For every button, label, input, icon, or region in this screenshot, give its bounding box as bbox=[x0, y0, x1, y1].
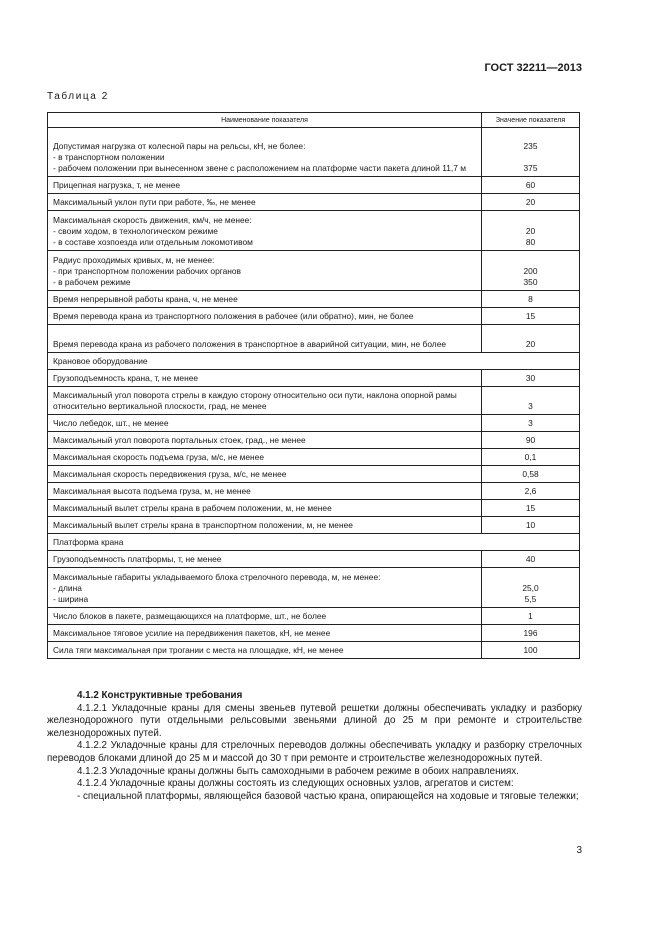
parameter-value: 15 bbox=[482, 308, 580, 325]
parameter-value: 15 bbox=[482, 500, 580, 517]
parameter-name: Максимальная высота подъема груза, м, не менее bbox=[48, 483, 482, 500]
parameter-value: 30 bbox=[482, 370, 580, 387]
parameter-name: Максимальная скорость передвижения груза, м/с, не менее bbox=[48, 466, 482, 483]
table-body bbox=[48, 128, 580, 659]
table-row bbox=[48, 194, 580, 211]
table-row bbox=[48, 370, 580, 387]
table-section-row bbox=[48, 534, 580, 551]
table-row bbox=[48, 449, 580, 466]
column-header-value: Значение показателя bbox=[482, 113, 580, 128]
parameter-name: Максимальный вылет стрелы крана в рабочем положении, м, не менее bbox=[48, 500, 482, 517]
table-row bbox=[48, 466, 580, 483]
table-section-row bbox=[48, 353, 580, 370]
table-row bbox=[48, 211, 580, 251]
table-row bbox=[48, 608, 580, 625]
parameter-value: 3 bbox=[482, 387, 580, 415]
parameter-value: 20 80 bbox=[482, 211, 580, 251]
parameter-name: Максимальная скорость подъема груза, м/с, не менее bbox=[48, 449, 482, 466]
parameter-value: 25,0 5,5 bbox=[482, 568, 580, 608]
parameter-value: 20 bbox=[482, 194, 580, 211]
parameter-name: Максимальный угол поворота стрелы в каждую сторону относительно оси пути, наклона опорной рамы относительно вертикальной плоскости, град, не менее bbox=[48, 387, 482, 415]
table-row bbox=[48, 308, 580, 325]
parameter-name: Время перевода крана из транспортного положения в рабочее (или обратно), мин, не более bbox=[48, 308, 482, 325]
table-row bbox=[48, 551, 580, 568]
parameter-value: 20 bbox=[482, 325, 580, 353]
table-row bbox=[48, 483, 580, 500]
table-row bbox=[48, 415, 580, 432]
parameter-value: 3 bbox=[482, 415, 580, 432]
specification-table bbox=[47, 112, 580, 659]
parameter-name: Радиус проходимых кривых, м, не менее: - при транспортном положении рабочих органов - в рабочем режиме bbox=[48, 251, 482, 291]
parameter-name: Время перевода крана из рабочего положения в транспортное в аварийной ситуации, мин, не более bbox=[48, 325, 482, 353]
table-row bbox=[48, 177, 580, 194]
table-row bbox=[48, 625, 580, 642]
table-header-row bbox=[48, 113, 580, 128]
parameter-value: 8 bbox=[482, 291, 580, 308]
parameter-value: 2,6 bbox=[482, 483, 580, 500]
document-body bbox=[47, 690, 582, 803]
paragraph: 4.1.2.1 Укладочные краны для смены звеньев путевой решетки должны обеспечивать укладку и разборку железнодорожного пути отдельными рельсовыми звеньями длиной до 25 м при ремонте и строительстве железнодорожных путей. bbox=[47, 702, 582, 739]
parameter-name: Сила тяги максимальная при трогании с места на площадке, кН, не менее bbox=[48, 642, 482, 659]
table-row bbox=[48, 568, 580, 608]
paragraph: 4.1.2.4 Укладочные краны должны состоять из следующих основных узлов, агрегатов и систем: bbox=[77, 778, 514, 790]
parameter-name: Максимальная скорость движения, км/ч, не менее: - своим ходом, в технологическом режиме - в составе хозпоезда или отдельным локомотивом bbox=[48, 211, 482, 251]
parameter-value: 196 bbox=[482, 625, 580, 642]
parameter-value: 235 375 bbox=[482, 128, 580, 177]
parameter-value: 200 350 bbox=[482, 251, 580, 291]
parameter-name: Грузоподъемность платформы, т, не менее bbox=[48, 551, 482, 568]
parameter-value: 100 bbox=[482, 642, 580, 659]
parameter-value: 60 bbox=[482, 177, 580, 194]
paragraph: - специальной платформы, являющейся базовой частью крана, опирающейся на ходовые и тяговые тележки; bbox=[77, 790, 579, 802]
parameter-value: 1 bbox=[482, 608, 580, 625]
parameter-value: 0,58 bbox=[482, 466, 580, 483]
table-row bbox=[48, 291, 580, 308]
parameter-name: Время непрерывной работы крана, ч, не менее bbox=[48, 291, 482, 308]
page-number: 3 bbox=[576, 845, 582, 856]
table-row bbox=[48, 128, 580, 177]
parameter-value: 90 bbox=[482, 432, 580, 449]
parameter-name: Число лебедок, шт., не менее bbox=[48, 415, 482, 432]
paragraph: 4.1.2.3 Укладочные краны должны быть самоходными в рабочем режиме в обоих направлениях. bbox=[77, 765, 519, 777]
parameter-name: Прицепная нагрузка, т, не менее bbox=[48, 177, 482, 194]
table-row bbox=[48, 642, 580, 659]
section-title: Крановое оборудование bbox=[48, 353, 580, 370]
parameter-name: Максимальный угол поворота портальных стоек, град., не менее bbox=[48, 432, 482, 449]
column-header-name: Наименование показателя bbox=[48, 113, 482, 128]
table-row bbox=[48, 500, 580, 517]
table-row bbox=[48, 432, 580, 449]
parameter-name: Максимальный уклон пути при работе, ‰, не менее bbox=[48, 194, 482, 211]
parameter-value: 0,1 bbox=[482, 449, 580, 466]
table-row bbox=[48, 251, 580, 291]
table-row bbox=[48, 387, 580, 415]
parameter-name: Максимальное тяговое усилие на передвижения пакетов, кН, не менее bbox=[48, 625, 482, 642]
parameter-name: Максимальные габариты укладываемого блока стрелочного перевода, м, не менее: - длина - ширина bbox=[48, 568, 482, 608]
parameter-name: Число блоков в пакете, размещающихся на платформе, шт., не более bbox=[48, 608, 482, 625]
parameter-value: 10 bbox=[482, 517, 580, 534]
table-row bbox=[48, 325, 580, 353]
parameter-value: 40 bbox=[482, 551, 580, 568]
parameter-name: Грузоподъемность крана, т, не менее bbox=[48, 370, 482, 387]
table-caption: Таблица 2 bbox=[47, 91, 109, 102]
parameter-name: Допустимая нагрузка от колесной пары на рельсы, кН, не более: - в транспортном положении - рабочем положении при вынесенном звене с расположением на платформе части пакета длиной 11,7 м bbox=[48, 128, 482, 177]
section-title: Платформа крана bbox=[48, 534, 580, 551]
section-heading: 4.1.2 Конструктивные требования bbox=[77, 690, 243, 701]
table-row bbox=[48, 517, 580, 534]
standard-designation: ГОСТ 32211—2013 bbox=[484, 62, 582, 74]
parameter-name: Максимальный вылет стрелы крана в транспортном положении, м, не менее bbox=[48, 517, 482, 534]
paragraph: 4.1.2.2 Укладочные краны для стрелочных переводов должны обеспечивать укладку и разборку стрелочных переводов блоками длиной до 25 м и массой до 30 т при ремонте и строительстве железнодорожных путей. bbox=[47, 740, 582, 764]
